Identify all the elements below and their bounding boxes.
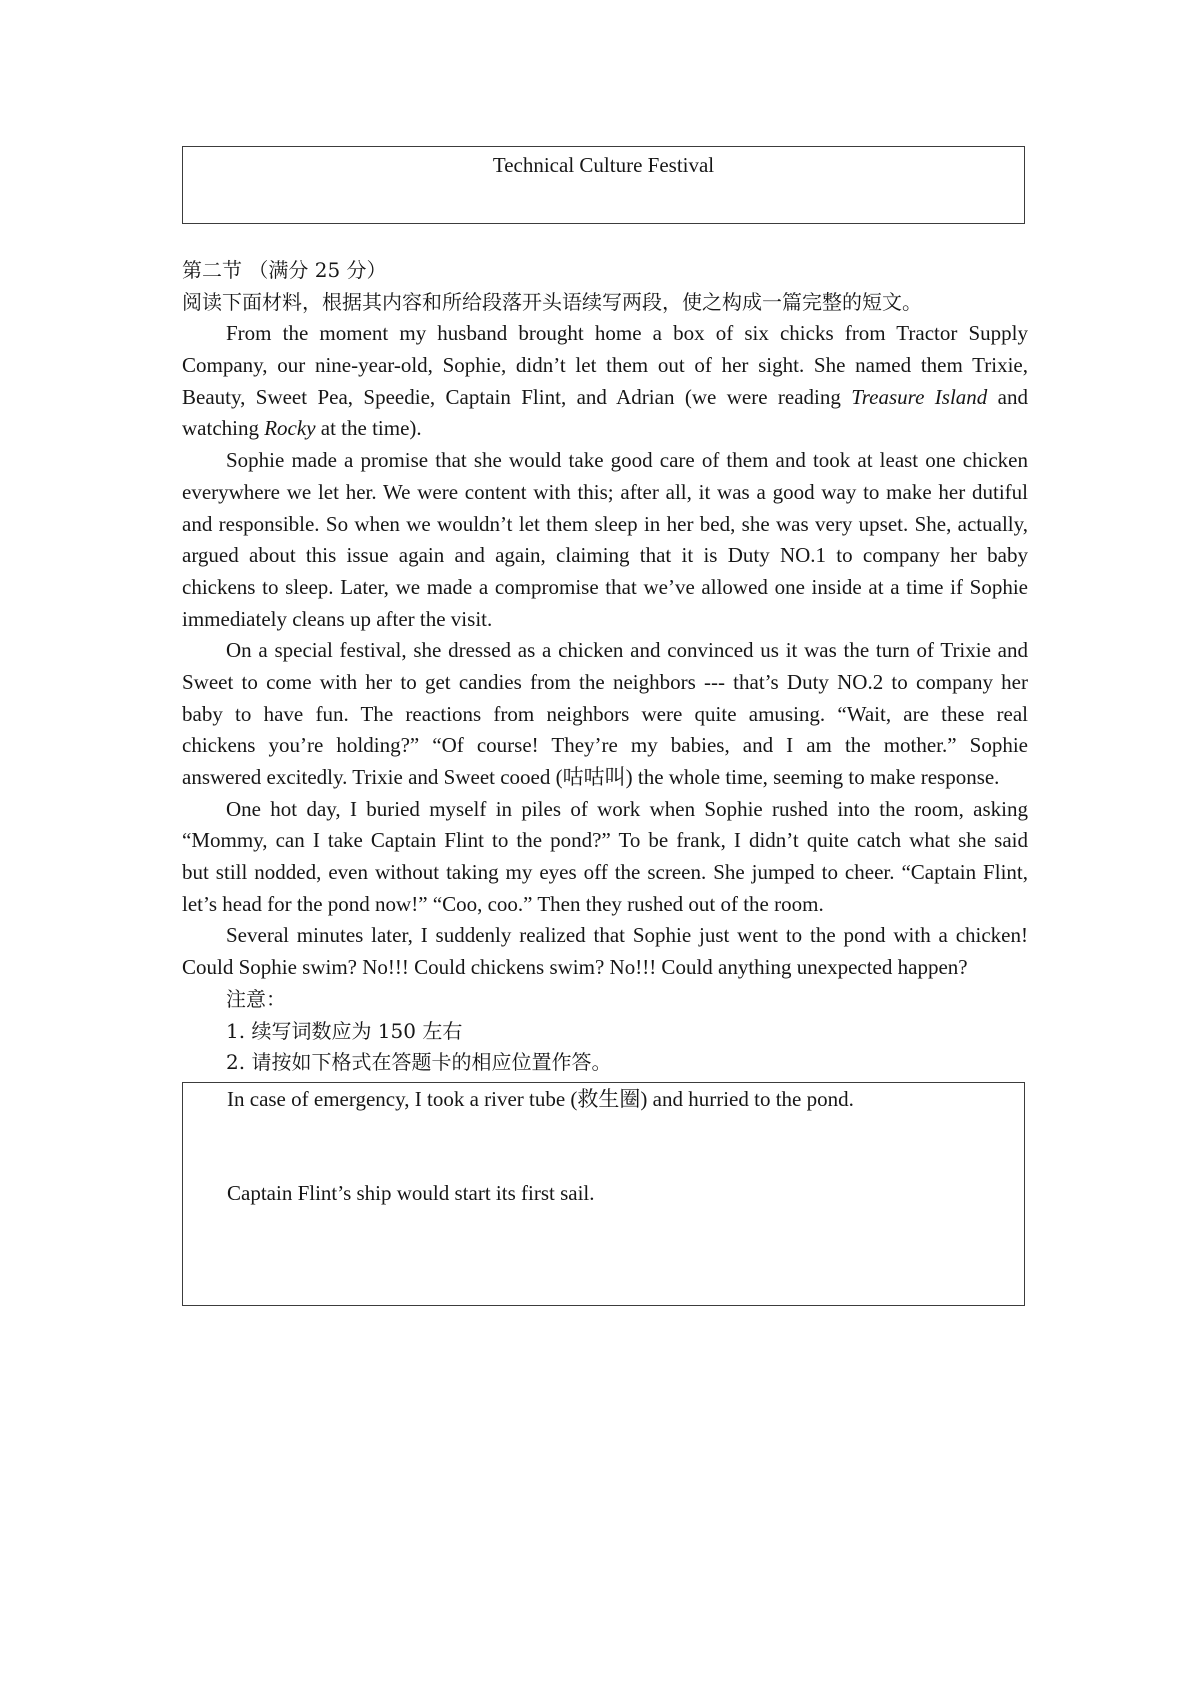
passage-line: immediately cleans up after the visit. — [182, 606, 493, 631]
passage-line: Sweet to come with her to get candies from the neighbors --- that’s Duty NO.2 to company her — [182, 669, 1028, 694]
top-answer-box — [182, 146, 1025, 224]
passage-line: On a special festival, she dressed as a chicken and convinced us it was the turn of Trixie and — [226, 638, 1028, 663]
passage-line: Sophie made a promise that she would take good care of them and took at least one chicken — [226, 448, 1028, 473]
passage-line: but still nodded, even without taking my eyes off the screen. She jumped to cheer. “Captain Flint, — [182, 860, 1028, 885]
movie-title: Rocky — [264, 416, 316, 441]
passage-line: Company, our nine-year-old, Sophie, didn’t let them out of her sight. She named them Trixie, — [182, 353, 1028, 378]
section-heading: 第二节 （满分 25 分） — [182, 258, 387, 282]
box-title: Technical Culture Festival — [492, 153, 715, 177]
section-instruction: 阅读下面材料，根据其内容和所给段落开头语续写两段，使之构成一篇完整的短文。 — [182, 289, 922, 314]
passage-line: From the moment my husband brought home a box of six chicks from Tractor Supply — [226, 321, 1028, 346]
passage-line: and responsible. So when we wouldn’t let them sleep in her bed, she was very upset. She, actually, — [182, 511, 1028, 536]
book-title: Treasure Island — [851, 384, 988, 409]
passage-line: answered excitedly. Trixie and Sweet cooed (咕咕叫) the whole time, seeming to make response. — [182, 765, 1000, 789]
notes-label: 注意： — [226, 986, 286, 1011]
section-body — [182, 255, 1028, 1079]
passage-line: chickens you’re holding?” “Of course! They’re my babies, and I am the mother.” Sophie — [182, 733, 1028, 758]
paragraph2-opening: Captain Flint’s ship would start its first sail. — [227, 1181, 595, 1205]
answer-format-box — [182, 1082, 1025, 1306]
passage-line: let’s head for the pond now!” “Coo, coo.” Then they rushed out of the room. — [182, 891, 824, 916]
passage-line: everywhere we let her. We were content with this; after all, it was a good way to make her dutiful — [182, 479, 1028, 504]
passage-line: baby to have fun. The reactions from neighbors were quite amusing. “Wait, are these real — [182, 701, 1028, 726]
paragraph1-opening: In case of emergency, I took a river tube (救生圈) and hurried to the pond. — [227, 1087, 854, 1111]
passage-text: Beauty, Sweet Pea, Speedie, Captain Flint, and Adrian (we were reading — [182, 384, 852, 409]
passage-line: chickens to sleep. Later, we made a compromise that we’ve allowed one inside at a time if Sophie — [182, 574, 1028, 599]
passage-line: Several minutes later, I suddenly realized that Sophie just went to the pond with a chicken! — [226, 923, 1028, 948]
passage-line — [182, 382, 1028, 414]
passage-text: watching — [182, 416, 265, 441]
passage-line — [182, 413, 1028, 445]
passage-text: and — [987, 384, 1028, 409]
passage-line: One hot day, I buried myself in piles of work when Sophie rushed into the room, asking — [226, 796, 1028, 821]
passage-line: argued about this issue again and again, claiming that it is Duty NO.1 to company her baby — [182, 543, 1028, 568]
note-item: 2. 请按如下格式在答题卡的相应位置作答。 — [226, 1050, 612, 1075]
note-item: 1. 续写词数应为 150 左右 — [226, 1018, 463, 1043]
passage-line: “Mommy, can I take Captain Flint to the pond?” To be frank, I didn’t quite catch what she said — [182, 828, 1028, 853]
passage-text: at the time). — [315, 416, 422, 441]
passage-line: Could Sophie swim? No!!! Could chickens swim? No!!! Could anything unexpected happen? — [182, 955, 968, 980]
